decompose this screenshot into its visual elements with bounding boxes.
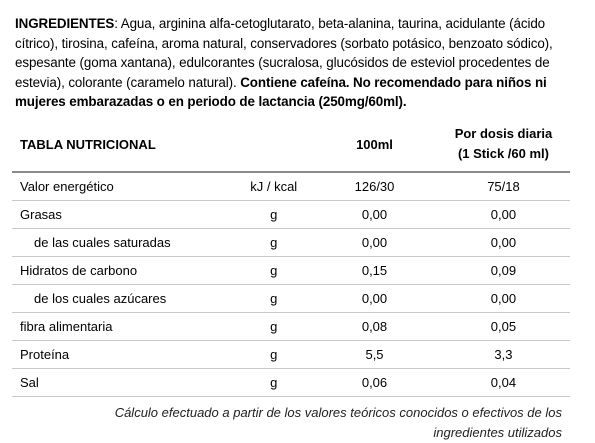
nutrient-per-100ml: 0,00 [312,285,437,313]
nutrient-unit: g [235,201,312,229]
ingredients-label: INGREDIENTES [15,16,115,31]
nutrient-per-dose: 0,05 [437,313,570,341]
ingredients-list: : Agua, arginina alfa-cetoglutarato, beta-alanina, taurina, acidulante (ácido cítrico), tirosina, cafeína, aroma natural, conservadores (sorbato potásico, benzoato sódico), espesante (goma xantana), edulcorantes (sucralosa, glucósidos de esteviol procedentes de estevia), colorante (caramelo natural). [15,16,553,90]
nutrient-unit: g [235,313,312,341]
table-row [12,285,570,313]
nutrient-per-100ml: 0,06 [312,369,437,397]
per-dose-header [437,117,570,172]
nutrient-name: Valor energético [12,172,235,201]
unit-header [235,117,312,172]
nutrient-per-100ml: 5,5 [312,341,437,369]
table-row [12,369,570,397]
caffeine-warning: Contiene cafeína. No recomendado para niños ni mujeres embarazadas o en periodo de lactancia (250mg/60ml). [15,74,547,109]
per-dose-header-line1: Por dosis diaria [454,126,553,141]
nutrient-per-dose: 75/18 [437,172,570,201]
nutrient-name: Grasas [12,201,235,229]
nutrient-name: de las cuales saturadas [12,229,235,257]
nutrient-per-dose: 0,00 [437,229,570,257]
nutrient-per-100ml: 0,00 [312,229,437,257]
table-row [12,257,570,285]
table-row [12,341,570,369]
table-row [12,172,570,201]
nutrient-per-dose: 0,04 [437,369,570,397]
nutrient-per-100ml: 0,00 [312,201,437,229]
nutrient-unit: g [235,229,312,257]
per-dose-header-line2: (1 Stick /60 ml) [457,146,549,161]
nutrient-per-dose: 3,3 [437,341,570,369]
nutrient-name: Proteína [12,341,235,369]
table-body [12,172,570,397]
nutrient-unit: g [235,341,312,369]
table-row [12,229,570,257]
table-row [12,201,570,229]
nutrient-per-100ml: 0,15 [312,257,437,285]
nutrient-name: fibra alimentaria [12,313,235,341]
nutrient-per-dose: 0,09 [437,257,570,285]
nutrient-per-100ml: 126/30 [312,172,437,201]
nutrient-name: Hidratos de carbono [12,257,235,285]
nutrient-per-dose: 0,00 [437,201,570,229]
table-title: TABLA NUTRICIONAL [12,117,235,172]
ingredients-paragraph [15,14,585,112]
nutrient-per-dose: 0,00 [437,285,570,313]
nutrient-unit: g [235,369,312,397]
nutrition-table [12,117,570,397]
nutrient-per-100ml: 0,08 [312,313,437,341]
nutrient-unit: g [235,285,312,313]
nutrient-unit: g [235,257,312,285]
table-row [12,313,570,341]
nutrient-name: de los cuales azúcares [12,285,235,313]
per-100ml-header: 100ml [312,117,437,172]
nutrient-name: Sal [12,369,235,397]
footnote: Cálculo efectuado a partir de los valores teóricos conocidos o efectivos de los ingredientes utilizados [114,405,562,440]
nutrient-unit: kJ / kcal [235,172,312,201]
table-header-row [12,117,570,172]
